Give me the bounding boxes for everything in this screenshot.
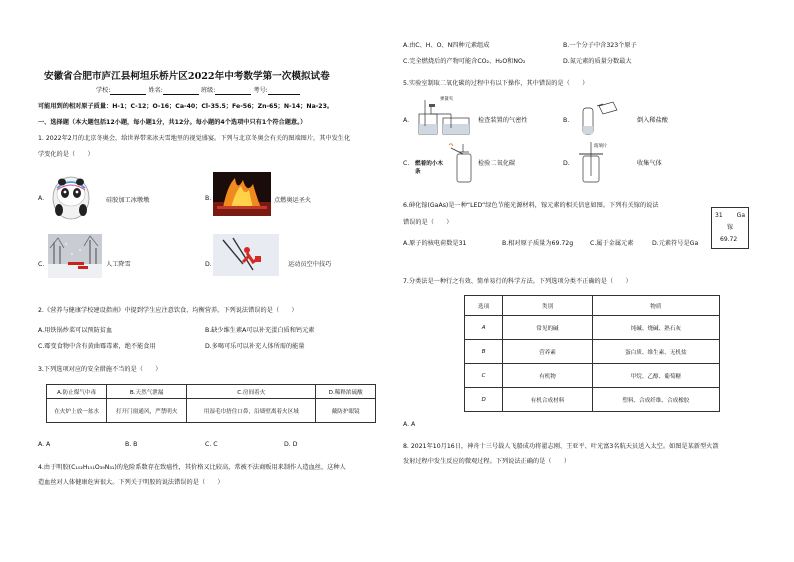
- q3-option-b: B. B: [125, 441, 138, 448]
- q2-option-c: C.霉变食物中含有黄曲霉毒素，绝不能食用: [38, 343, 156, 350]
- q6-option-d: D.元素符号是Ga: [652, 240, 699, 247]
- q7-header-substance: 物质: [592, 296, 719, 316]
- q7-row-d-category: 有机合成材料: [503, 388, 592, 412]
- q2-option-d: D.多喝可乐可以补充人体所需的能量: [205, 343, 305, 350]
- q5-option-a-letter: A.: [403, 117, 410, 124]
- exam-no-label: 考号:: [253, 87, 268, 94]
- q1-option-a-letter: A.: [38, 195, 45, 202]
- q3-table: [46, 384, 376, 423]
- school-field[interactable]: [110, 88, 146, 95]
- student-info-line: [96, 87, 300, 95]
- q6-option-a: A.原子的核电荷数是31: [403, 240, 467, 247]
- q6-stem-line2: 错误的是（ ）: [403, 219, 453, 226]
- name-label: 姓名:: [148, 87, 163, 94]
- q3-option-c: C. C: [205, 441, 218, 448]
- q3-option-a: A. A: [38, 441, 51, 448]
- atomic-masses: 可能用到的相对原子质量：H-1；C-12；O-16；Ca-40；Cl-35.5；Fe-56；Zn-65；N-14；Na-23。: [38, 103, 334, 110]
- q3-cell-d: 戴防护眼镜: [316, 399, 376, 423]
- q7-row-b-substance: 蛋白质、维生素、无机盐: [592, 340, 719, 364]
- apparatus-label-clamp: 弹簧夹: [440, 97, 454, 102]
- q1-stem-line2: 学变化的是（ ）: [38, 151, 94, 158]
- q5-option-c-text: 检验二氧化碳: [478, 160, 516, 167]
- q2-stem: 2.《营养与健康学校建设指南》中提到学生应注意饮食、均衡营养。下列说法错误的是（ ）: [38, 307, 298, 314]
- q7-row-b-option: B: [465, 340, 503, 364]
- q7-row-a-category: 常见的碱: [503, 316, 592, 340]
- q7-stem: 7.分类法是一种行之有效、简单易行的科学方法。下列选项分类不正确的是（ ）: [403, 278, 632, 285]
- q1-option-a-text: 硅胶加工冰墩墩: [106, 197, 150, 204]
- q6-option-b: B.相对原子质量为69.72g: [502, 240, 574, 247]
- q7-table: [464, 295, 720, 412]
- q3-header-c: C.房间着火: [187, 385, 316, 399]
- q3-cell-a: 在火炉上放一盆水: [47, 399, 107, 423]
- q1-option-c-text: 人工降雪: [106, 261, 131, 268]
- class-field[interactable]: [215, 88, 251, 95]
- torch-fire-image: [213, 172, 271, 216]
- q5-option-b-letter: B.: [563, 117, 570, 124]
- q1-stem-line1: 1. 2022年2月的北京冬奥会，给世界带来冰天雪地里的视觉盛宴。下列与北京冬奥会有关的图端图片，其中发生化: [38, 135, 351, 142]
- q7-row-a-substance: 纯碱、烧碱、熟石灰: [592, 316, 719, 340]
- apparatus-label-glass: 玻璃片: [594, 144, 608, 149]
- q1-option-d-letter: D.: [205, 261, 212, 268]
- element-name: 镓: [727, 224, 734, 231]
- q7-option-a: A. A: [403, 421, 416, 428]
- q5-option-d-text: 收集气体: [637, 160, 662, 167]
- q3-cell-c: 用湿毛巾捂住口鼻，沿墙壁离着火区域: [187, 399, 316, 423]
- q4-option-d: D.氮元素的质量分数最大: [563, 58, 632, 65]
- q7-row-b-category: 营养素: [503, 340, 592, 364]
- school-label: 学校:: [96, 87, 111, 94]
- q1-option-c-letter: C.: [38, 261, 45, 268]
- snow-image: [48, 234, 102, 278]
- q7-row-c-substance: 甲烷、乙醇、葡萄糖: [592, 364, 719, 388]
- name-field[interactable]: [163, 88, 199, 95]
- q2-option-a: A.用铁锅炒菜可以预防贫血: [38, 327, 113, 334]
- section-heading: 一、选择题（本大题包括12小题，每小题1分，共12分。每小题的4个选项中只有1个符合题意。）: [38, 119, 307, 126]
- q8-stem-line1: 8. 2021年10月16日，神舟十三号载人飞船成功将翟志刚、王亚平、叶光富3名航天员送入太空。如图是某新型火箭: [403, 443, 719, 450]
- q4-option-c: C.完全燃烧后的产物可能含CO₂、H₂O和NO₂: [403, 58, 526, 65]
- q4-stem-line1: 4.由于明胶(C₁₀₂H₁₅₁O₃₉N₃₁)的危险系数存在致癌性，其价格又比较高，常被不法商贩用来制作人造血丝，这种人: [38, 464, 346, 471]
- q3-stem: 3.下列选项对应的安全措施不当的是（ ）: [38, 366, 162, 373]
- aerial-skier-image: [213, 234, 279, 276]
- q7-row-a-option: A: [465, 316, 503, 340]
- q6-stem-line1: 6.砷化镓(GaAs)是一种“LED”绿色节能光源材料，镓元素的相关信息如图。下列有关镓的说法: [403, 202, 659, 209]
- q2-option-b: B.缺少维生素A可以补充蛋白质和钙元素: [205, 327, 315, 334]
- q3-option-d: D. D: [284, 441, 298, 448]
- gallium-element-card: [711, 207, 749, 249]
- class-label: 班级:: [200, 87, 216, 94]
- q5-option-d-letter: D.: [563, 160, 570, 167]
- q4-option-a: A.由C、H、O、N四种元素组成: [403, 42, 490, 49]
- q4-stem-line2: 造血丝对人体健康危害很大。下列关于明胶的说法错误的是（ ）: [38, 479, 224, 486]
- q4-option-b: B.一个分子中含323个原子: [563, 42, 637, 49]
- q3-header-a: A.防止煤气中毒: [47, 385, 107, 399]
- apparatus-label-stick: 燃着的小木条: [415, 161, 443, 175]
- q3-header-b: B.天然气泄漏: [107, 385, 187, 399]
- element-mass: 69.72: [720, 236, 738, 243]
- exam-no-field[interactable]: [268, 88, 300, 95]
- q7-header-category: 类别: [503, 296, 592, 316]
- pour-acid-apparatus: [573, 100, 621, 138]
- q1-option-d-text: 运动员空中技巧: [288, 261, 332, 268]
- q7-row-c-category: 有机物: [503, 364, 592, 388]
- q3-header-d: D.稀释浓硫酸: [316, 385, 376, 399]
- q5-option-a-text: 检查装置的气密性: [478, 117, 528, 124]
- q7-row-d-option: D: [465, 388, 503, 412]
- element-symbol: Ga: [736, 212, 745, 219]
- q8-stem-line2: 发射过程中发生反应的微观过程。下列说法正确的是（ ）: [403, 458, 571, 465]
- exam-title: 安徽省合肥市庐江县柯坦乐桥片区2022年中考数学第一次模拟试卷: [44, 71, 330, 82]
- q1-option-b-text: 点燃奥运圣火: [274, 197, 312, 204]
- q6-option-c: C.属于金属元素: [590, 240, 634, 247]
- q5-option-c-letter: C.: [403, 160, 410, 167]
- q5-stem: 5.实验室制取二氧化碳的过程中有以下操作，其中错误的是（ ）: [403, 80, 589, 87]
- q7-row-c-option: C: [465, 364, 503, 388]
- q7-row-d-substance: 塑料、合成纤维、合成橡胶: [592, 388, 719, 412]
- q5-option-b-text: 倒入稀盐酸: [637, 117, 668, 124]
- q7-header-option: 选项: [465, 296, 503, 316]
- q3-cell-b: 打开门窗通风，严禁明火: [107, 399, 187, 423]
- q1-option-b-letter: B.: [205, 195, 212, 202]
- element-number: 31: [715, 212, 723, 219]
- mascot-image: [48, 172, 94, 220]
